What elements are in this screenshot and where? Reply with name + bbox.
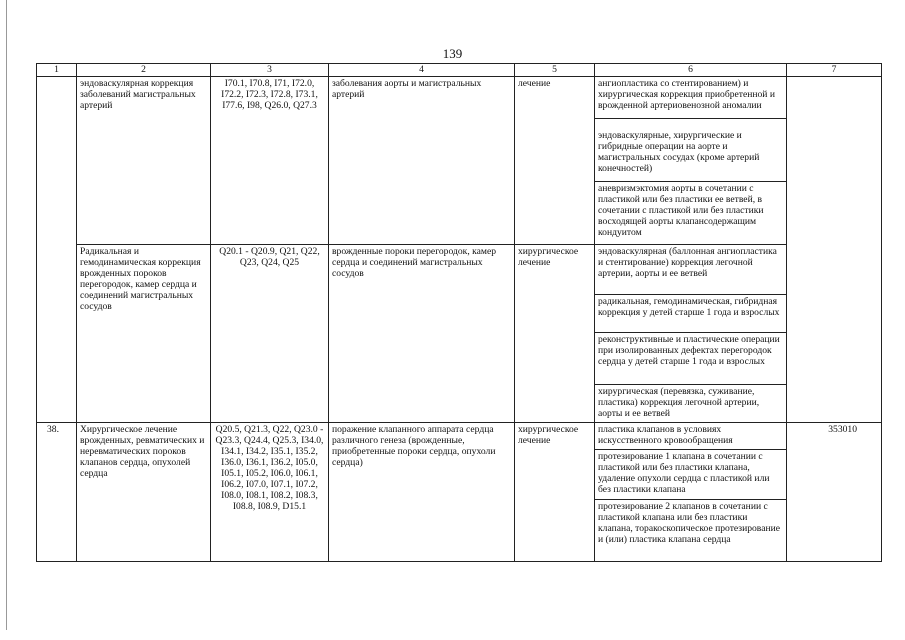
disease-model-cell: врожденные пороки перегородок, камер сердца и соединений магистральных сосудов [329, 245, 515, 423]
treatment-method-text: эндоваскулярные, хирургические и гибридные операции на аорте и магистральных сосудах (кроме артерий конечностей) [598, 130, 760, 174]
treatment-method-cell: эндоваскулярная (баллонная ангиопластика и стентирование) коррекция легочной артерии, аорты и ее ветвей [595, 245, 787, 295]
icd-codes-cell: Q20.5, Q21.3, Q22, Q23.0 - Q23.3, Q24.4, Q25.3, I34.0, I34.1, I34.2, I35.1, I35.2, I36.0, I36.1, I36.2, I05.0, I05.1, I05.2, I06.0, I06.1, I06.2, I07.0, I07.1, I07.2, I08.0, I08.1, I08.2, I08.3, I08.8, I08.9, D15.1 [211, 423, 329, 562]
price-cell [787, 77, 882, 423]
treatment-method-cell: аневризмэктомия аорты в сочетании с пластикой или без пластики ее ветвей, в сочетании с пластикой или без пластики восходящей аорты клапансодержащим кондуитом [595, 182, 787, 245]
table-row [37, 77, 882, 119]
table-header-row [37, 64, 882, 77]
column-header: 2 [77, 64, 211, 77]
treatment-method-cell: реконструктивные и пластические операции при изолированных дефектах перегородок сердца у детей старше 1 года и взрослых [595, 333, 787, 385]
medical-services-table [36, 63, 882, 562]
page-left-edge-line [6, 0, 7, 630]
service-name-cell: Радикальная и гемодинамическая коррекция врожденных пороков перегородок, камер сердца и соединений магистральных сосудов [77, 245, 211, 423]
treatment-method-cell: протезирование 2 клапанов в сочетании с пластикой клапана или без пластики клапана, торакоскопическое протезирование и (или) пластика клапана сердца [595, 500, 787, 562]
treatment-type-cell: хирургическое лечение [515, 423, 595, 562]
treatment-method-cell: радикальная, гемодинамическая, гибридная коррекция у детей старше 1 года и взрослых [595, 295, 787, 333]
column-header: 1 [37, 64, 77, 77]
column-header: 5 [515, 64, 595, 77]
price-cell: 353010 [787, 423, 882, 562]
icd-codes-cell: Q20.1 - Q20.9, Q21, Q22, Q23, Q24, Q25 [211, 245, 329, 423]
treatment-type-cell: хирургическое лечение [515, 245, 595, 423]
row-number-cell: 38. [37, 423, 77, 562]
icd-codes-cell: I70.1, I70.8, I71, I72.0, I72.2, I72.3, I72.8, I73.1, I77.6, I98, Q26.0, Q27.3 [211, 77, 329, 245]
column-header: 3 [211, 64, 329, 77]
treatment-method-cell: хирургическая (перевязка, суживание, пластика) коррекция легочной артерии, аорты и ее ветвей [595, 385, 787, 423]
treatment-type-cell: лечение [515, 77, 595, 245]
disease-model-cell: поражение клапанного аппарата сердца различного генеза (врожденные, приобретенные пороки сердца, опухоли сердца) [329, 423, 515, 562]
service-name-cell: эндоваскулярная коррекция заболеваний магистральных артерий [77, 77, 211, 245]
page-number: 139 [442, 46, 463, 61]
column-header: 6 [595, 64, 787, 77]
table-row [37, 423, 882, 450]
disease-model-cell: заболевания аорты и магистральных артерий [329, 77, 515, 245]
treatment-method-cell: протезирование 1 клапана в сочетании с пластикой или без пластики клапана, удаление опухоли сердца с пластикой или без пластики клапана [595, 450, 787, 500]
treatment-method-cell: пластика клапанов в условиях искусственного кровообращения [595, 423, 787, 450]
service-name-cell: Хирургическое лечение врожденных, ревматических и неревматических пороков клапанов сердца, опухолей сердца [77, 423, 211, 562]
column-header: 4 [329, 64, 515, 77]
treatment-method-cell [595, 119, 787, 182]
row-number-cell [37, 77, 77, 423]
column-header: 7 [787, 64, 882, 77]
table-row [37, 245, 882, 295]
treatment-method-cell: ангиопластика со стентированием) и хирургическая коррекция приобретенной и врожденной артериовенозной аномалии [595, 77, 787, 119]
